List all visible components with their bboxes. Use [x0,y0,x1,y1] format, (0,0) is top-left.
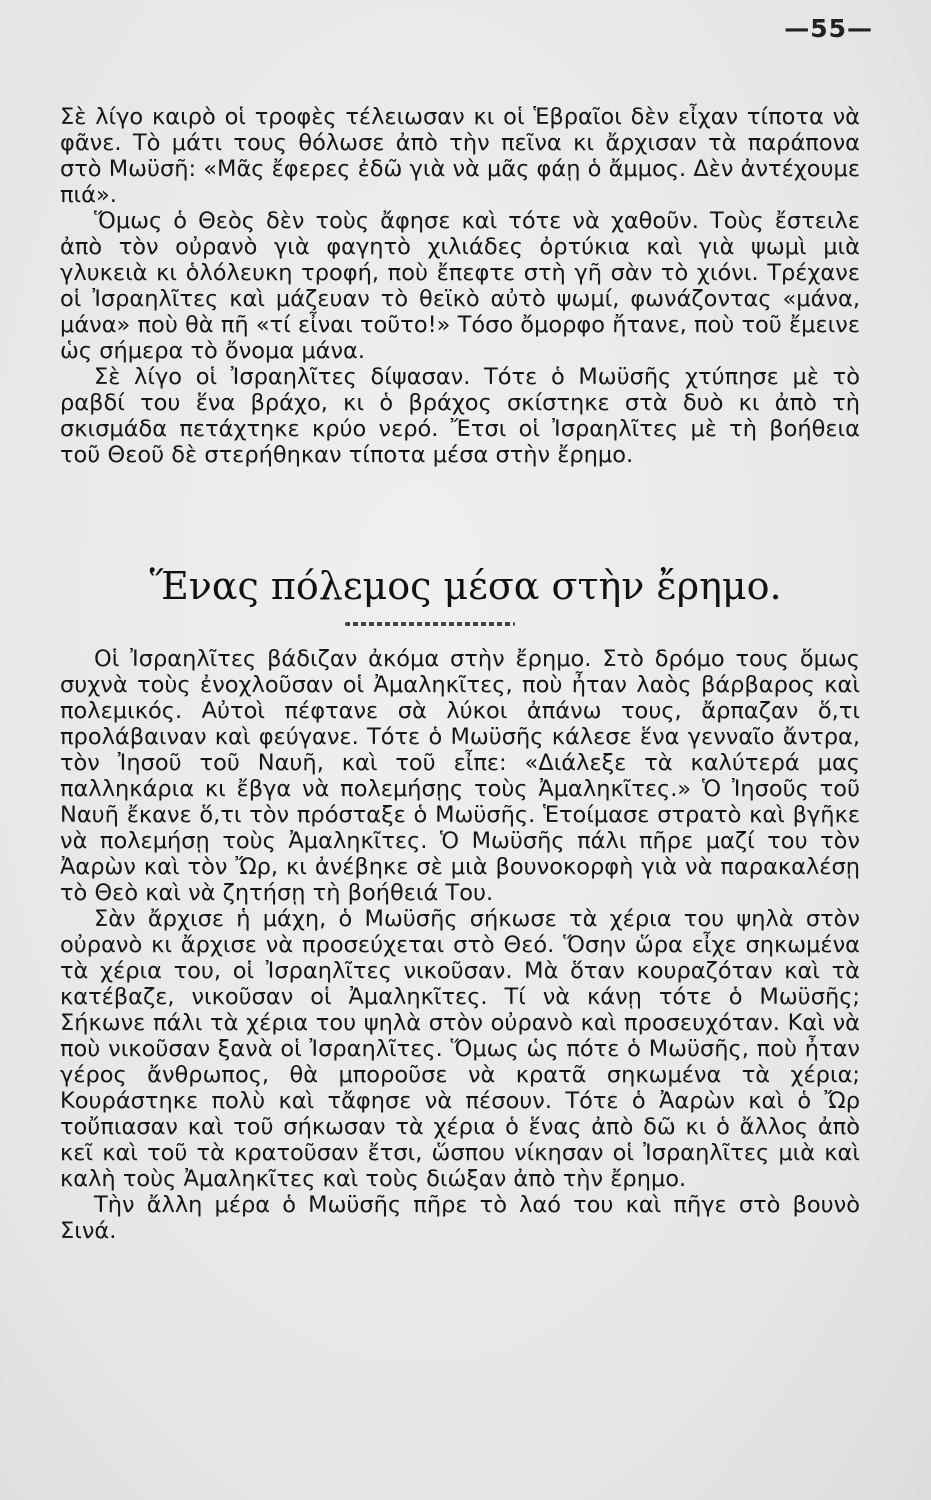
paragraph: Σὲ λίγο οἱ Ἰσραηλῖτες δίψασαν. Τότε ὁ Μωϋσῆς χτύπησε μὲ τὸ ραβδί του ἕνα βράχο, κι ὁ βράχος σκίστηκε στὰ δυὸ κι ἀπὸ τὴ σκισμάδα πετάχτηκε κρύο νερό. Ἔτσι οἱ Ἰσραηλῖτες μὲ τὴ βοήθεια τοῦ Θεοῦ δὲ στερήθηκαν τίποτα μέσα στὴν ἔρημο. [60,364,860,468]
paragraph: Ὅμως ὁ Θεὸς δὲν τοὺς ἄφησε καὶ τότε νὰ χαθοῦν. Τοὺς ἔστειλε ἀπὸ τὸν οὐρανὸ γιὰ φαγητὸ χιλιάδες ὀρτύκια καὶ γιὰ ψωμὶ μιὰ γλυκειὰ κι ὁλόλευκη τροφή, ποὺ ἔπεφτε στὴ γῆ σὰν τὸ χιόνι. Τρέχανε οἱ Ἰσραηλῖτες καὶ μάζευαν τὸ θεϊκὸ αὐτὸ ψωμί, φωνάζοντας «μάνα, μάνα» ποὺ θὰ πῆ «τί εἶναι τοῦτο!» Τόσο ὄμορφο ἤτανε, ποὺ τοῦ ἔμεινε ὡς σήμερα τὸ ὄνομα μάνα. [60,208,860,364]
section-manna-text [60,104,860,468]
section-war-text [60,646,860,1244]
paragraph: Τὴν ἄλλη μέρα ὁ Μωϋσῆς πῆρε τὸ λαό του καὶ πῆγε στὸ βουνὸ Σινά. [60,1192,860,1244]
section-heading: Ἕνας πόλεμος μέσα στὴν ἔρημο. [149,564,782,608]
page-number: —55— [784,14,873,43]
heading-divider [345,622,515,626]
paragraph: Σὰν ἄρχισε ἡ μάχη, ὁ Μωϋσῆς σήκωσε τὰ χέρια του ψηλὰ στὸν οὐρανὸ κι ἄρχισε νὰ προσεύχεται στὸ Θεό. Ὅσην ὥρα εἶχε σηκωμένα τὰ χέρια του, οἱ Ἰσραηλῖτες νικοῦσαν. Μὰ ὅταν κουραζόταν καὶ τὰ κατέβαζε, νικοῦσαν οἱ Ἀμαληκῖτες. Τί νὰ κάνῃ τότε ὁ Μωϋσῆς; Σήκωνε πάλι τὰ χέρια του ψηλὰ στὸν οὐρανὸ καὶ προσευχόταν. Καὶ νὰ ποὺ νικοῦσαν ξανὰ οἱ Ἰσραηλῖτες. Ὅμως ὡς πότε ὁ Μωϋσῆς, ποὺ ἦταν γέρος ἄνθρωπος, θὰ μποροῦσε νὰ κρατᾶ σηκωμένα τὰ χέρια; Κουράστηκε πολὺ καὶ τἄφησε νὰ πέσουν. Τότε ὁ Ἀαρὼν καὶ ὁ Ὤρ τοὔπιασαν καὶ τοῦ σήκωσαν τὰ χέρια ὁ ἕνας ἀπὸ δῶ κι ὁ ἄλλος ἀπὸ κεῖ καὶ τοῦ τὰ κρατοῦσαν ἔτσι, ὥσπου νίκησαν οἱ Ἰσραηλῖτες μιὰ καὶ καλὴ τοὺς Ἀμαληκῖτες καὶ τοὺς διώξαν ἀπὸ τὴν ἔρημο. [60,906,860,1192]
paragraph: Οἱ Ἰσραηλῖτες βάδιζαν ἀκόμα στὴν ἔρημο. Στὸ δρόμο τους ὅμως συχνὰ τοὺς ἐνοχλοῦσαν οἱ Ἀμαληκῖτες, ποὺ ἦταν λαὸς βάρβαρος καὶ πολεμικός. Αὐτοὶ πέφτανε σὰ λύκοι ἀπάνω τους, ἄρπαζαν ὅ,τι προλάβαιναν καὶ φεύγανε. Τότε ὁ Μωϋσῆς κάλεσε ἕνα γενναῖο ἄντρα, τὸν Ἰησοῦ τοῦ Ναυῆ, καὶ τοῦ εἶπε: «Διάλεξε τὰ καλύτερά μας παλληκάρια κι ἔβγα νὰ πολεμήσῃς τοὺς Ἀμαληκῖτες.» Ὁ Ἰησοῦς τοῦ Ναυῆ ἔκανε ὅ,τι τὸν πρόσταξε ὁ Μωϋσῆς. Ἑτοίμασε στρατὸ καὶ βγῆκε νὰ πολεμήσῃ τοὺς Ἀμαληκῖτες. Ὁ Μωϋσῆς πάλι πῆρε μαζί του τὸν Ἀαρὼν καὶ τὸν Ὤρ, κι ἀνέβηκε σὲ μιὰ βουνοκορφὴ γιὰ νὰ παρακαλέσῃ τὸ Θεὸ καὶ νὰ ζητήσῃ τὴ βοήθειά Του. [60,646,860,906]
paragraph: Σὲ λίγο καιρὸ οἱ τροφὲς τέλειωσαν κι οἱ Ἑβραῖοι δὲν εἶχαν τίποτα νὰ φᾶνε. Τὸ μάτι τους θόλωσε ἀπὸ τὴν πεῖνα κι ἄρχισαν τὰ παράπονα στὸ Μωϋσῆ: «Μᾶς ἔφερες ἐδῶ γιὰ νὰ μᾶς φάῃ ὁ ἄμμος. Δὲν ἀντέχουμε πιά». [60,104,860,208]
